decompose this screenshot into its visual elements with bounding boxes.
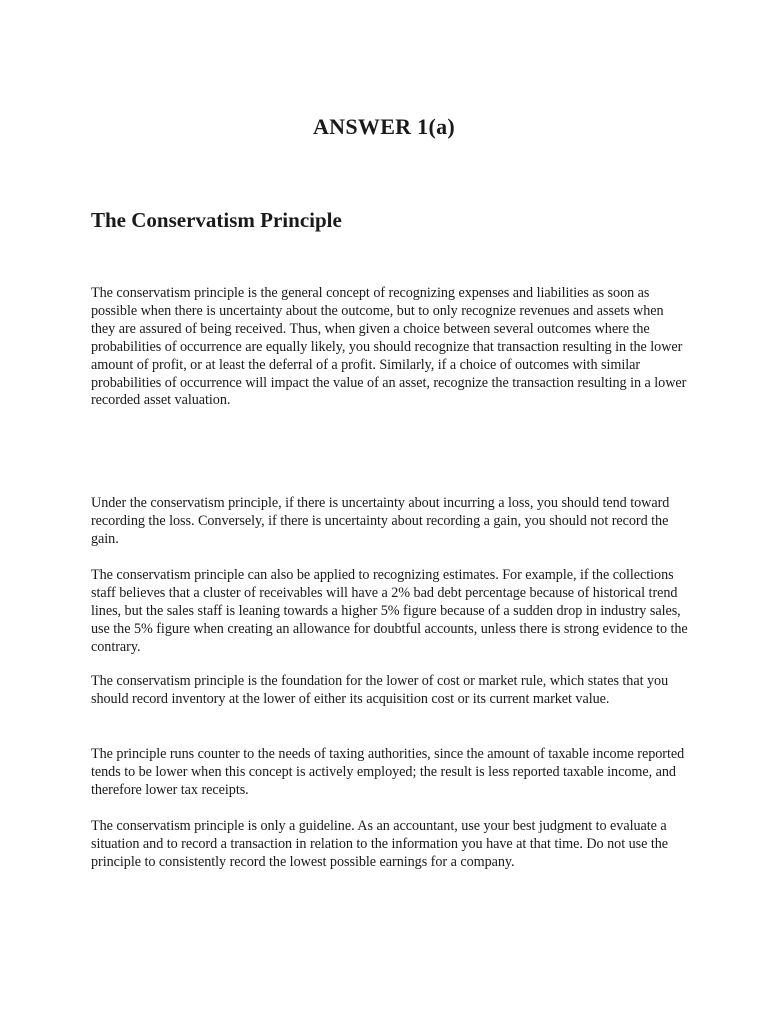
answer-heading: ANSWER 1(a)	[312, 114, 456, 139]
paragraph-lower-of-cost: The conservatism principle is the foundation for the lower of cost or market rule, which states that you should record inventory at the lower of either its acquisition cost or its current market value.	[91, 673, 669, 707]
paragraph-conservatism-definition: The conservatism principle is the general concept of recognizing expenses and liabilities as soon as possible when there is uncertainty about the outcome, but to only recognize revenues and assets when they are assured of being received. Thus, when given a choice between several outcomes where the probabilities of occurrence are equally likely, you should recognize that transaction resulting in the lower amount of profit, or at least the deferral of a profit. Similarly, if a choice of outcomes with similar probabilities of occurrence will impact the value of an asset, recognize the transaction resulting in a lower recorded asset valuation.	[91, 285, 687, 409]
paragraph-loss-gain: Under the conservatism principle, if there is uncertainty about incurring a loss, you should tend toward recording the loss. Conversely, if there is uncertainty about recording a gain, you should not record the gain.	[91, 495, 670, 547]
section-heading: The Conservatism Principle	[91, 208, 342, 232]
paragraph-estimates: The conservatism principle can also be applied to recognizing estimates. For example, if the collections staff believes that a cluster of receivables will have a 2% bad debt percentage because of historical trend lines, but the sales staff is leaning towards a higher 5% figure because of a sudden drop in industry sales, use the 5% figure when creating an allowance for doubtful accounts, unless there is strong evidence to the contrary.	[91, 567, 688, 655]
paragraph-taxing-authorities: The principle runs counter to the needs of taxing authorities, since the amount of taxable income reported tends to be lower when this concept is actively employed; the result is less reported taxable income, and therefore lower tax receipts.	[91, 746, 685, 798]
paragraph-guideline: The conservatism principle is only a guideline. As an accountant, use your best judgment to evaluate a situation and to record a transaction in relation to the information you have at that time. Do not use the principle to consistently record the lowest possible earnings for a company.	[91, 818, 669, 870]
